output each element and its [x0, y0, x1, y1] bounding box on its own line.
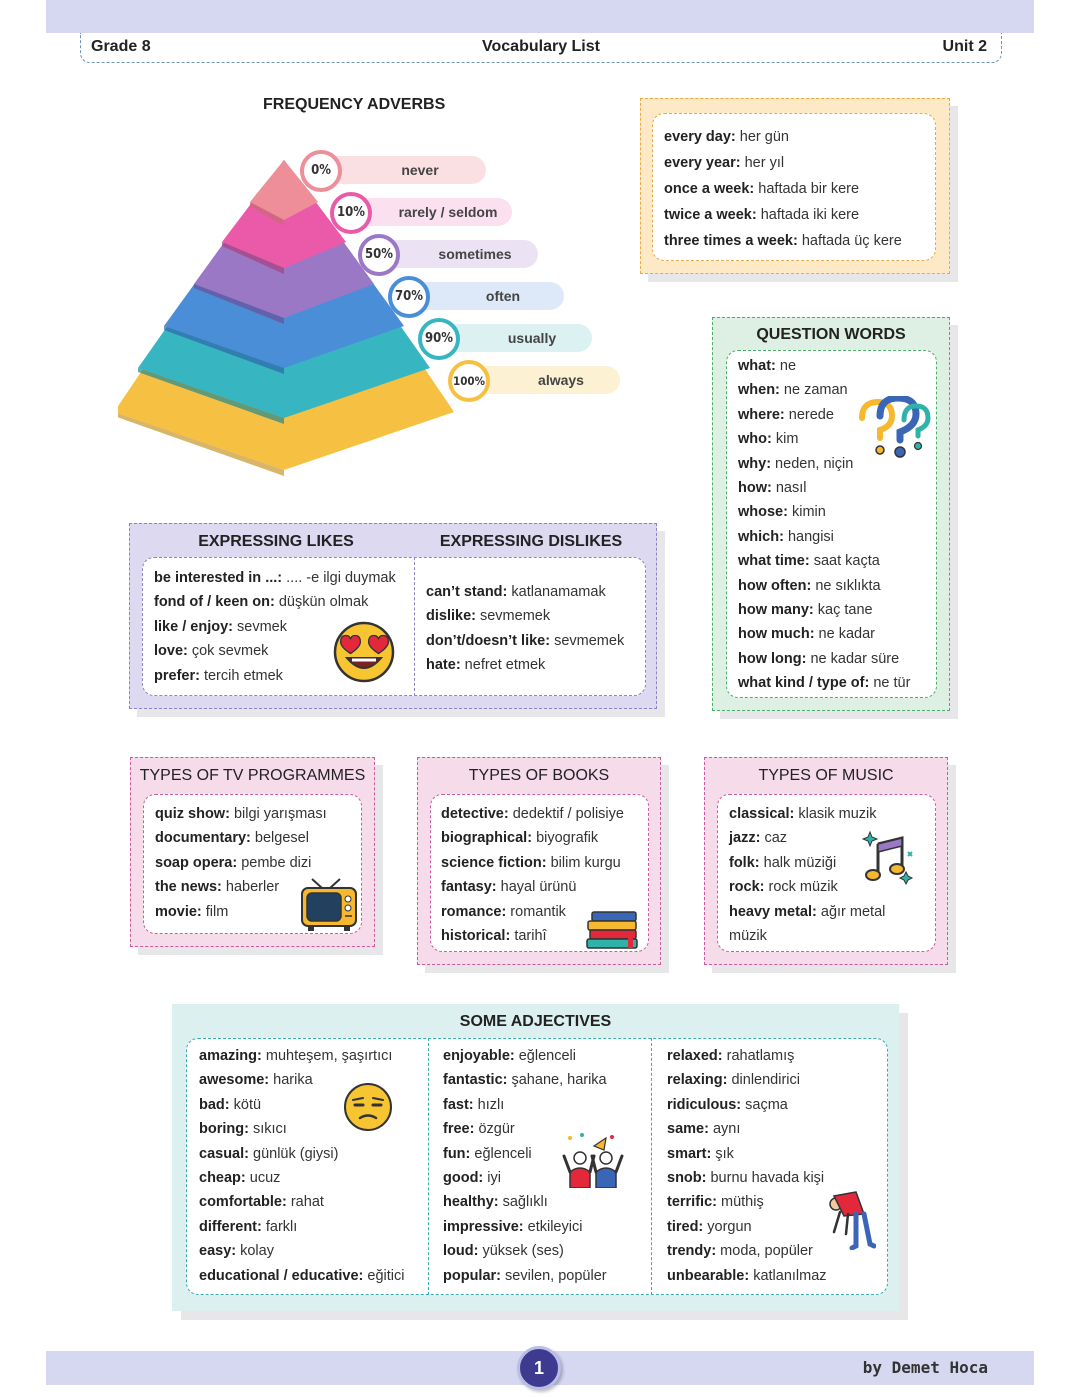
music-title: TYPES OF MUSIC	[758, 767, 894, 784]
meaning: müthiş	[716, 1194, 764, 1211]
frequency-label: always	[538, 372, 584, 388]
meaning: ne kadar	[814, 626, 875, 643]
meaning: belgesel	[250, 830, 309, 847]
term: where:	[738, 406, 785, 423]
meaning: hızlı	[473, 1096, 505, 1113]
term: snob:	[667, 1170, 707, 1187]
list-item	[155, 826, 327, 850]
list-item	[664, 202, 902, 228]
frequency-percent-badge: 100%	[448, 360, 490, 402]
list-item	[738, 671, 910, 695]
term: soap opera:	[155, 854, 238, 871]
list-item	[667, 1264, 827, 1288]
term: why:	[738, 455, 772, 472]
meaning: haberler	[221, 879, 280, 896]
frequency-label: often	[485, 288, 521, 304]
meaning: katlanamamak	[507, 584, 606, 600]
list-item	[664, 228, 902, 254]
term: smart:	[667, 1145, 712, 1162]
list-item	[426, 580, 624, 604]
list-item	[664, 176, 902, 202]
list-item	[667, 1239, 827, 1263]
tv-icon	[300, 878, 358, 932]
meaning: ucuz	[245, 1170, 281, 1187]
term: which:	[738, 528, 784, 545]
term: romance:	[441, 903, 507, 920]
meaning: kimin	[787, 504, 826, 521]
term: classical:	[729, 806, 795, 822]
term: every year:	[664, 155, 741, 171]
meaning: harika	[269, 1072, 313, 1089]
meaning: klasik muzik	[794, 806, 877, 822]
term: awesome:	[199, 1072, 270, 1089]
term: fantasy:	[441, 879, 497, 896]
term: boring:	[199, 1121, 249, 1138]
list-item	[443, 1044, 607, 1068]
term: prefer:	[154, 667, 200, 684]
meaning: muhteşem, şaşırtıcı	[261, 1048, 393, 1064]
meaning: iyi	[483, 1170, 501, 1187]
meaning: kaç tane	[813, 602, 873, 619]
list-item	[664, 150, 902, 176]
meaning: her yıl	[740, 155, 785, 171]
list-item	[441, 826, 624, 850]
term: terrific:	[667, 1194, 717, 1211]
meaning: eğitici	[363, 1267, 405, 1284]
meaning: ne tür	[869, 675, 911, 692]
meaning: neden, niçin	[771, 455, 854, 472]
term: who:	[738, 431, 772, 448]
page-title: Vocabulary List	[482, 38, 600, 55]
meaning: nerede	[784, 406, 834, 423]
page-header	[80, 33, 1002, 63]
frequency-percent-badge: 70%	[388, 276, 430, 318]
list-item	[199, 1264, 405, 1288]
meaning: haftada iki kere	[756, 207, 860, 223]
list-item	[199, 1142, 405, 1166]
meaning: rahat	[286, 1194, 324, 1211]
meaning: hayal ürünü	[496, 879, 577, 896]
term: cheap:	[199, 1170, 246, 1187]
term: what time:	[738, 553, 810, 570]
term: impressive:	[443, 1218, 524, 1235]
list-item	[426, 629, 624, 653]
list-item	[729, 802, 885, 826]
books-icon	[586, 910, 642, 950]
term: fun:	[443, 1145, 471, 1162]
list-item	[443, 1093, 607, 1117]
list-item	[667, 1166, 827, 1190]
list-item	[667, 1215, 827, 1239]
list-item	[441, 851, 624, 875]
meaning: film	[201, 903, 229, 920]
meaning: sevmek	[232, 618, 287, 635]
meaning: rahatlamış	[722, 1048, 795, 1064]
meaning: yüksek (ses)	[478, 1243, 564, 1260]
term: movie:	[155, 903, 202, 920]
term: same:	[667, 1121, 709, 1138]
list-item	[738, 476, 910, 500]
term: how much:	[738, 626, 815, 643]
meaning: günlük (giysi)	[248, 1145, 339, 1162]
meaning: sıkıcı	[248, 1121, 287, 1138]
term: fond of / keen on:	[154, 594, 275, 611]
meaning: sevmemek	[550, 632, 625, 649]
term: relaxing:	[667, 1072, 728, 1089]
tv-title: TYPES OF TV PROGRAMMES	[139, 767, 366, 784]
term: easy:	[199, 1243, 237, 1260]
frequency-label: rarely / seldom	[398, 204, 498, 220]
term: fast:	[443, 1096, 474, 1113]
term: quiz show:	[155, 806, 230, 822]
list-item	[443, 1264, 607, 1288]
list-item	[738, 525, 910, 549]
term: casual:	[199, 1145, 249, 1162]
tired-person-icon	[826, 1188, 876, 1250]
term: different:	[199, 1218, 262, 1235]
meaning: .... -e ilgi duymak	[282, 570, 396, 586]
meaning: nefret etmek	[460, 657, 546, 674]
meaning: ne sıklıkta	[811, 577, 881, 594]
term: detective:	[441, 806, 509, 822]
meaning: saçma	[741, 1096, 788, 1113]
unit-label: Unit 2	[942, 38, 987, 55]
term: relaxed:	[667, 1048, 723, 1064]
list-item	[443, 1190, 607, 1214]
meaning: eğlenceli	[470, 1145, 532, 1162]
meaning: ne kadar süre	[806, 650, 900, 667]
term: bad:	[199, 1096, 230, 1113]
term: healthy:	[443, 1194, 499, 1211]
list-item	[155, 851, 327, 875]
meaning: hangisi	[783, 528, 834, 545]
term: popular:	[443, 1267, 501, 1284]
meaning: haftada bir kere	[754, 181, 860, 197]
frequency-label: sometimes	[438, 246, 512, 262]
term: hate:	[426, 657, 461, 674]
meaning: moda, popüler	[716, 1243, 813, 1260]
list-item	[443, 1215, 607, 1239]
meaning: haftada üç kere	[797, 233, 902, 249]
term: every day:	[664, 129, 736, 145]
meaning: aynı	[708, 1121, 741, 1138]
list-item	[738, 549, 910, 573]
frequency-percent-badge: 10%	[330, 192, 372, 234]
question-words-title: QUESTION WORDS	[756, 326, 906, 343]
meaning: kim	[771, 431, 799, 448]
meaning: bilgi yarışması	[229, 806, 327, 822]
term: the news:	[155, 879, 222, 896]
term: fantastic:	[443, 1072, 508, 1089]
meaning: özgür	[474, 1121, 515, 1138]
term: how long:	[738, 650, 807, 667]
term: three times a week:	[664, 233, 798, 249]
term: loud:	[443, 1243, 479, 1260]
term: educational / educative:	[199, 1267, 364, 1284]
heart-eyes-emoji-icon	[332, 620, 396, 684]
meaning: burnu havada kişi	[706, 1170, 825, 1187]
list-item	[155, 802, 327, 826]
term: what:	[738, 358, 776, 374]
meaning: ne zaman	[779, 382, 848, 399]
meaning: kötü	[229, 1096, 262, 1113]
meaning: dinlendirici	[727, 1072, 800, 1089]
list-item	[729, 924, 885, 948]
meaning: kolay	[236, 1243, 274, 1260]
list-item	[199, 1044, 405, 1068]
meaning: etkileyici	[523, 1218, 583, 1235]
meaning: tarihî	[510, 928, 547, 945]
list-item	[426, 653, 624, 677]
list-item	[667, 1093, 827, 1117]
meaning: yorgun	[703, 1218, 752, 1235]
meaning: caz	[760, 830, 788, 847]
frequency-percent-badge: 50%	[358, 234, 400, 276]
list-item	[729, 900, 885, 924]
list-item	[443, 1068, 607, 1092]
term: dislike:	[426, 608, 476, 625]
frequency-label: usually	[507, 330, 557, 346]
meaning: çok sevmek	[187, 643, 269, 660]
meaning: sevilen, popüler	[501, 1267, 607, 1284]
meaning: farklı	[261, 1218, 298, 1235]
term: love:	[154, 643, 188, 660]
frequency-title: FREQUENCY ADVERBS	[263, 96, 446, 113]
meaning: sevmemek	[475, 608, 551, 625]
meaning: pembe dizi	[237, 854, 312, 871]
list-item	[667, 1142, 827, 1166]
term: what kind / type of:	[738, 675, 870, 692]
cheering-people-icon	[562, 1132, 624, 1188]
term: when:	[738, 382, 780, 399]
meaning: halk müziği	[759, 854, 837, 871]
adjectives-title: SOME ADJECTIVES	[459, 1013, 612, 1030]
meaning: bilim kurgu	[546, 854, 621, 871]
term: good:	[443, 1170, 484, 1187]
list-item	[738, 500, 910, 524]
term: unbearable:	[667, 1267, 750, 1284]
term: science fiction:	[441, 854, 547, 871]
term: heavy metal:	[729, 903, 817, 920]
term: how:	[738, 480, 772, 497]
term: how many:	[738, 602, 814, 619]
frequency-percent-badge: 90%	[418, 318, 460, 360]
term: folk:	[729, 854, 760, 871]
term: trendy:	[667, 1243, 717, 1260]
list-item	[199, 1215, 405, 1239]
list-item	[443, 1239, 607, 1263]
page-number: 1	[517, 1346, 561, 1390]
meaning: biyografik	[532, 830, 599, 847]
term: historical:	[441, 928, 511, 945]
term: how often:	[738, 577, 812, 594]
meaning: dedektif / polisiye	[508, 806, 624, 822]
term: rock:	[729, 879, 765, 896]
list-item	[738, 647, 910, 671]
term: amazing:	[199, 1048, 262, 1064]
meaning: tercih etmek	[199, 667, 283, 684]
term: biographical:	[441, 830, 533, 847]
term: jazz:	[729, 830, 761, 847]
list-item	[667, 1117, 827, 1141]
term: comfortable:	[199, 1194, 287, 1211]
meaning: ağır metal	[816, 903, 886, 920]
list-item	[738, 598, 910, 622]
term: be interested in ...:	[154, 570, 283, 586]
likes-title: EXPRESSING LIKES	[198, 533, 354, 550]
list-item	[154, 590, 396, 614]
term: tired:	[667, 1218, 704, 1235]
meaning: nasıl	[771, 480, 807, 497]
unamused-emoji-icon	[343, 1082, 393, 1132]
meaning: saat kaçta	[809, 553, 880, 570]
term: free:	[443, 1121, 475, 1138]
list-item	[738, 622, 910, 646]
term: once a week:	[664, 181, 755, 197]
list-item	[199, 1190, 405, 1214]
meaning: eğlenceli	[514, 1048, 576, 1064]
list-item	[426, 604, 624, 628]
meaning: romantik	[506, 903, 566, 920]
list-item	[199, 1239, 405, 1263]
term: documentary:	[155, 830, 251, 847]
books-title: TYPES OF BOOKS	[468, 767, 610, 784]
top-bar	[46, 0, 1034, 33]
list-item	[667, 1190, 827, 1214]
term: enjoyable:	[443, 1048, 515, 1064]
question-marks-icon	[856, 396, 932, 460]
frequency-label: never	[401, 162, 439, 178]
meaning: şahane, harika	[507, 1072, 607, 1089]
grade-label: Grade 8	[91, 38, 151, 55]
meaning: katlanılmaz	[749, 1267, 827, 1284]
dislikes-title: EXPRESSING DISLIKES	[439, 533, 623, 550]
meaning: rock müzik	[764, 879, 838, 896]
list-item	[441, 802, 624, 826]
author-credit: by Demet Hoca	[862, 1358, 988, 1377]
term: ridiculous:	[667, 1096, 742, 1113]
term: twice a week:	[664, 207, 757, 223]
meaning: şık	[711, 1145, 734, 1162]
frequency-percent-badge: 0%	[300, 150, 342, 192]
list-item	[667, 1068, 827, 1092]
meaning: ne	[775, 358, 797, 374]
list-item	[738, 354, 910, 378]
list-item	[738, 574, 910, 598]
list-item	[441, 875, 624, 899]
meaning: düşkün olmak	[274, 594, 369, 611]
list-item	[667, 1044, 827, 1068]
meaning: her gün	[735, 129, 789, 145]
list-item	[664, 124, 902, 150]
meaning: müzik	[729, 928, 767, 945]
term: whose:	[738, 504, 788, 521]
term: can’t stand:	[426, 584, 508, 600]
music-notes-icon	[862, 830, 922, 886]
term: don’t/doesn’t like:	[426, 632, 551, 649]
meaning: sağlıklı	[498, 1194, 548, 1211]
term: like / enjoy:	[154, 618, 233, 635]
list-item	[199, 1166, 405, 1190]
list-item	[154, 566, 396, 590]
